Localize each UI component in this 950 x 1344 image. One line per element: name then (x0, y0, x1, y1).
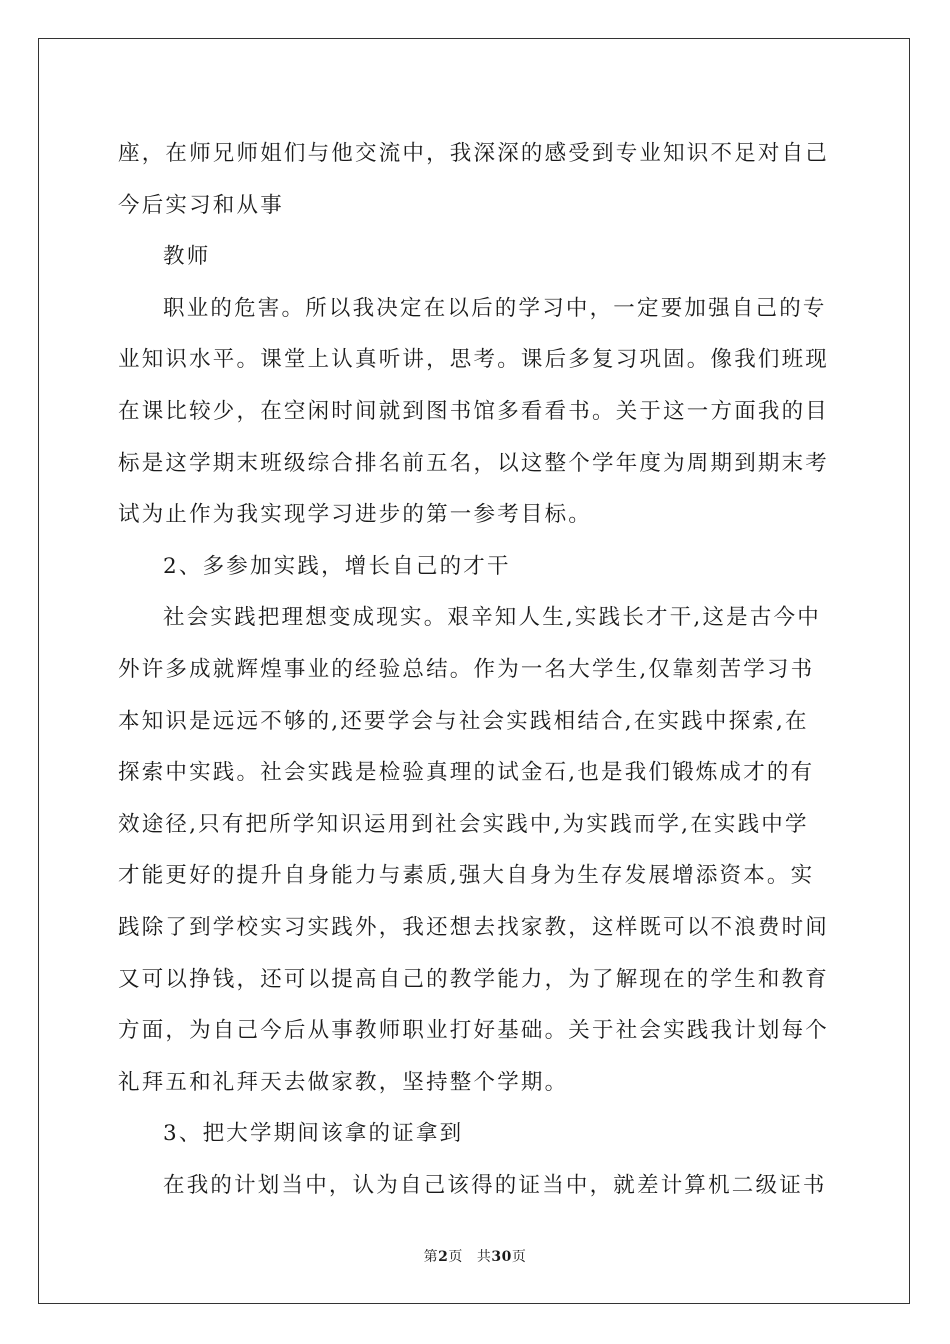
total-pages: 30 (491, 1249, 512, 1265)
text-line: 才能更好的提升自身能力与素质,强大自身为生存发展增添资本。实 (118, 863, 815, 889)
text-line: 礼拜五和礼拜天去做家教，坚持整个学期。 (118, 1069, 569, 1095)
page-prefix: 第 (423, 1249, 439, 1265)
text-line: 业知识水平。课堂上认真听讲，思考。课后多复习巩固。像我们班现 (118, 347, 830, 373)
page-suffix: 页 (448, 1249, 463, 1265)
text-line: 践除了到学校实习实践外，我还想去找家教，这样既可以不浪费时间 (118, 914, 830, 940)
text-line: 方面，为自己今后从事教师职业打好基础。关于社会实践我计划每个 (118, 1018, 830, 1044)
page-number: 2 (438, 1249, 449, 1265)
text-line: 教师 (163, 244, 211, 270)
total-prefix: 共 (476, 1249, 492, 1265)
text-line: 探索中实践。社会实践是检验真理的试金石,也是我们锻炼成才的有 (118, 760, 815, 786)
text-line: 又可以挣钱，还可以提高自己的教学能力，为了解现在的学生和教育 (118, 966, 830, 992)
section-heading: 2、多参加实践，增长自己的才干 (163, 553, 511, 579)
text-line: 本知识是远远不够的,还要学会与社会实践相结合,在实践中探索,在 (118, 708, 809, 734)
total-suffix: 页 (511, 1249, 527, 1265)
text-line: 座，在师兄师姐们与他交流中，我深深的感受到专业知识不足对自己 (118, 141, 830, 166)
page-footer (0, 1246, 950, 1266)
text-line: 职业的危害。所以我决定在以后的学习中，一定要加强自己的专 (163, 295, 827, 321)
section-heading: 3、把大学期间该拿的证拿到 (163, 1121, 464, 1147)
text-line: 效途径,只有把所学知识运用到社会实践中,为实践而学,在实践中学 (118, 811, 809, 837)
text-line: 标是这学期末班级综合排名前五名，以这整个学年度为周期到期末考 (118, 450, 830, 476)
text-line: 在我的计划当中，认为自己该得的证当中，就差计算机二级证书 (163, 1172, 827, 1198)
text-line: 外许多成就辉煌事业的经验总结。作为一名大学生,仅靠刻苦学习书 (118, 656, 815, 682)
text-line: 在课比较少，在空闲时间就到图书馆多看看书。关于这一方面我的目 (118, 398, 830, 424)
text-line: 社会实践把理想变成现实。艰辛知人生,实践长才干,这是古今中 (163, 605, 821, 631)
text-line: 今后实习和从事 (118, 192, 284, 218)
document-body (118, 128, 836, 1211)
text-line: 试为止作为我实现学习进步的第一参考目标。 (118, 502, 593, 528)
